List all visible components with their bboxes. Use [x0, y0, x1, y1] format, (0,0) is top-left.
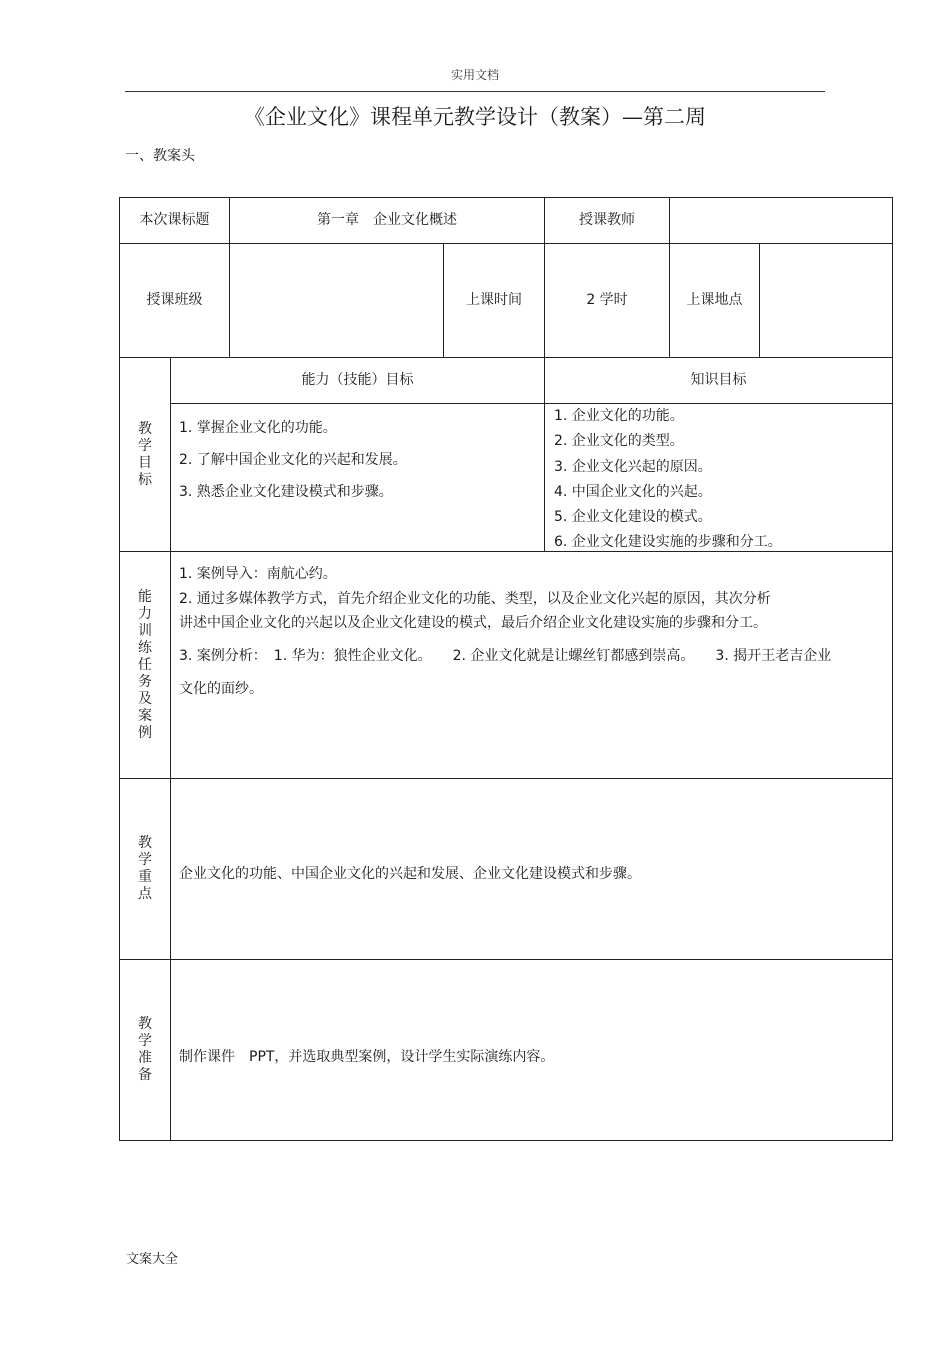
- key-points-side-label: [120, 779, 170, 959]
- table-line: [119, 1140, 893, 1141]
- side-char: 备: [138, 1067, 152, 1083]
- side-char: 学: [138, 852, 152, 868]
- preparation-text: 制作课件 PPT，并选取典型案例，设计学生实际演练内容。: [179, 1049, 555, 1065]
- page-footer: 文案大全: [126, 1252, 179, 1267]
- class-label: 授课班级: [146, 292, 203, 309]
- task-line: 文化的面纱。: [179, 681, 263, 697]
- place-value: [760, 244, 892, 357]
- teacher-value: [670, 198, 892, 243]
- page-title: 《企业文化》课程单元教学设计（教案）—第二周: [244, 105, 706, 129]
- task-line: 讲述中国企业文化的兴起以及企业文化建设的模式，最后介绍企业文化建设实施的步骤和分工。: [179, 615, 767, 631]
- tasks-side-label: [120, 552, 170, 778]
- list-item: 5. 企业文化建设的模式。: [554, 509, 712, 526]
- knowledge-goals-list: [554, 404, 782, 556]
- goals-side-label: [120, 358, 170, 551]
- side-char: 及: [138, 690, 152, 707]
- table-line: [892, 197, 893, 1141]
- side-char: 案: [138, 707, 152, 724]
- side-char: 学: [138, 1033, 152, 1049]
- side-char: 能: [138, 588, 152, 605]
- side-char: 学: [138, 437, 152, 454]
- teacher-label: 授课教师: [579, 212, 635, 229]
- table-line: [170, 403, 893, 404]
- topic-label: 本次课标题: [139, 212, 210, 229]
- list-item: 3. 企业文化兴起的原因。: [554, 458, 712, 475]
- side-char: 任: [138, 656, 152, 673]
- table-line: [119, 778, 893, 779]
- list-item: 1. 企业文化的功能。: [554, 408, 684, 424]
- side-char: 训: [138, 622, 152, 639]
- page-header: 实用文档: [450, 68, 499, 82]
- list-item: 1. 掌握企业文化的功能。: [179, 420, 337, 436]
- ability-goals-header: 能力（技能）目标: [301, 372, 414, 389]
- table-line: [119, 959, 893, 960]
- section-heading: 一、教案头: [125, 148, 195, 164]
- task-line: 3. 案例分析： 1. 华为：狼性企业文化。 2. 企业文化就是让螺丝钉都感到崇高。 3. 揭开王老吉企业: [179, 648, 832, 664]
- table-line: [170, 357, 171, 1141]
- side-char: 务: [138, 673, 152, 690]
- ability-goals-list: [179, 412, 407, 508]
- side-char: 目: [138, 454, 152, 471]
- side-char: 练: [138, 639, 152, 656]
- side-char: 例: [138, 724, 152, 741]
- place-label: 上课地点: [686, 292, 743, 309]
- key-points-text: 企业文化的功能、中国企业文化的兴起和发展、企业文化建设模式和步骤。: [179, 866, 641, 882]
- side-char: 标: [138, 471, 152, 488]
- time-value: 2 学时: [586, 292, 628, 309]
- task-line: 1. 案例导入：南航心约。: [179, 566, 337, 582]
- side-char: 点: [138, 886, 152, 902]
- preparation-side-label: [120, 960, 170, 1140]
- side-char: 教: [138, 835, 152, 851]
- list-item: 6. 企业文化建设实施的步骤和分工。: [554, 534, 782, 551]
- knowledge-goals-header: 知识目标: [690, 372, 747, 389]
- side-char: 教: [138, 1016, 152, 1032]
- class-value: [230, 244, 443, 357]
- task-line: 2. 通过多媒体教学方式，首先介绍企业文化的功能、类型，以及企业文化兴起的原因，其次分析: [179, 591, 771, 607]
- side-char: 力: [138, 605, 152, 622]
- list-item: 3. 熟悉企业文化建设模式和步骤。: [179, 484, 393, 500]
- list-item: 2. 企业文化的类型。: [554, 433, 684, 450]
- side-char: 教: [138, 420, 152, 437]
- time-label: 上课时间: [466, 292, 522, 309]
- side-char: 重: [138, 869, 152, 885]
- topic-value: 第一章 企业文化概述: [317, 212, 457, 229]
- list-item: 2. 了解中国企业文化的兴起和发展。: [179, 452, 407, 468]
- list-item: 4. 中国企业文化的兴起。: [554, 483, 712, 500]
- side-char: 准: [138, 1050, 152, 1066]
